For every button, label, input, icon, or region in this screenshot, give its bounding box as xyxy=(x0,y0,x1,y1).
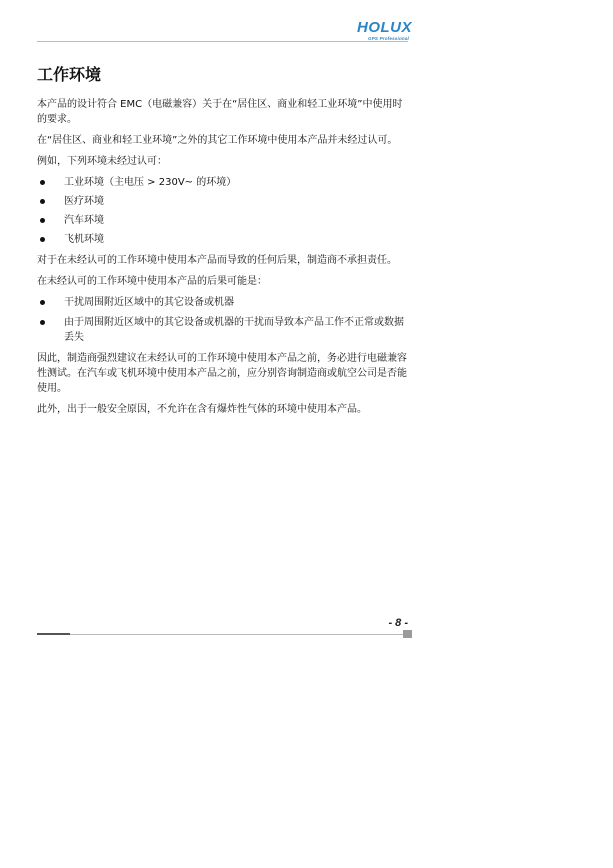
footer-marker xyxy=(403,630,412,638)
page-title: 工作环境 xyxy=(37,65,102,84)
list-item-text: 工业环境（主电压 > 230V~ 的环境） xyxy=(64,177,237,188)
bullet-icon xyxy=(40,320,45,325)
consequence-list xyxy=(37,295,409,345)
footer-divider xyxy=(70,634,403,635)
bullet-icon xyxy=(40,300,45,305)
paragraph-examples-intro: 例如，下列环境未经过认可： xyxy=(37,156,167,167)
bullet-icon xyxy=(40,180,45,185)
list-item xyxy=(37,175,409,190)
paragraph-consequences-intro: 在未经认可的工作环境中使用本产品的后果可能是： xyxy=(37,276,267,287)
bullet-icon xyxy=(40,199,45,204)
bullet-icon xyxy=(40,237,45,242)
list-item-text: 汽车环境 xyxy=(64,215,104,226)
paragraph-recommendation: 因此，制造商强烈建议在未经认可的工作环境中使用本产品之前，务必进行电磁兼容性测试。在汽车或飞机环境中使用本产品之前，应分别咨询制造商或航空公司是否能使用。 xyxy=(37,353,407,394)
paragraph-safety: 此外，出于一般安全原因，不允许在含有爆炸性气体的环境中使用本产品。 xyxy=(37,404,367,415)
list-item-text: 由于周围附近区域中的其它设备或机器的干扰而导致本产品工作不正常或数据丢失 xyxy=(64,317,404,343)
list-item xyxy=(37,295,409,310)
paragraph-not-approved: 在“居住区、商业和轻工业环境”之外的其它工作环境中使用本产品并未经过认可。 xyxy=(37,135,398,146)
page-number: - 8 - xyxy=(388,617,408,629)
paragraph-liability: 对于在未经认可的工作环境中使用本产品而导致的任何后果，制造商不承担责任。 xyxy=(37,255,397,266)
paragraph-emc-compliance: 本产品的设计符合 EMC（电磁兼容）关于在“居住区、商业和轻工业环境”中使用时的要求。 xyxy=(37,99,403,125)
document-body xyxy=(37,97,409,423)
header-divider xyxy=(37,41,408,42)
logo-wordmark: HOLUX xyxy=(357,19,412,36)
bullet-icon xyxy=(40,218,45,223)
list-item xyxy=(37,213,409,228)
list-item xyxy=(37,194,409,209)
footer-accent-rule xyxy=(37,633,70,635)
list-item-text: 飞机环境 xyxy=(64,234,104,245)
list-item-text: 干扰周围附近区域中的其它设备或机器 xyxy=(64,297,234,308)
logo-tagline: GPS Professional xyxy=(368,36,409,41)
list-item xyxy=(37,232,409,247)
holux-logo xyxy=(357,19,412,42)
list-item-text: 医疗环境 xyxy=(64,196,104,207)
list-item xyxy=(37,315,409,345)
environment-list xyxy=(37,175,409,247)
